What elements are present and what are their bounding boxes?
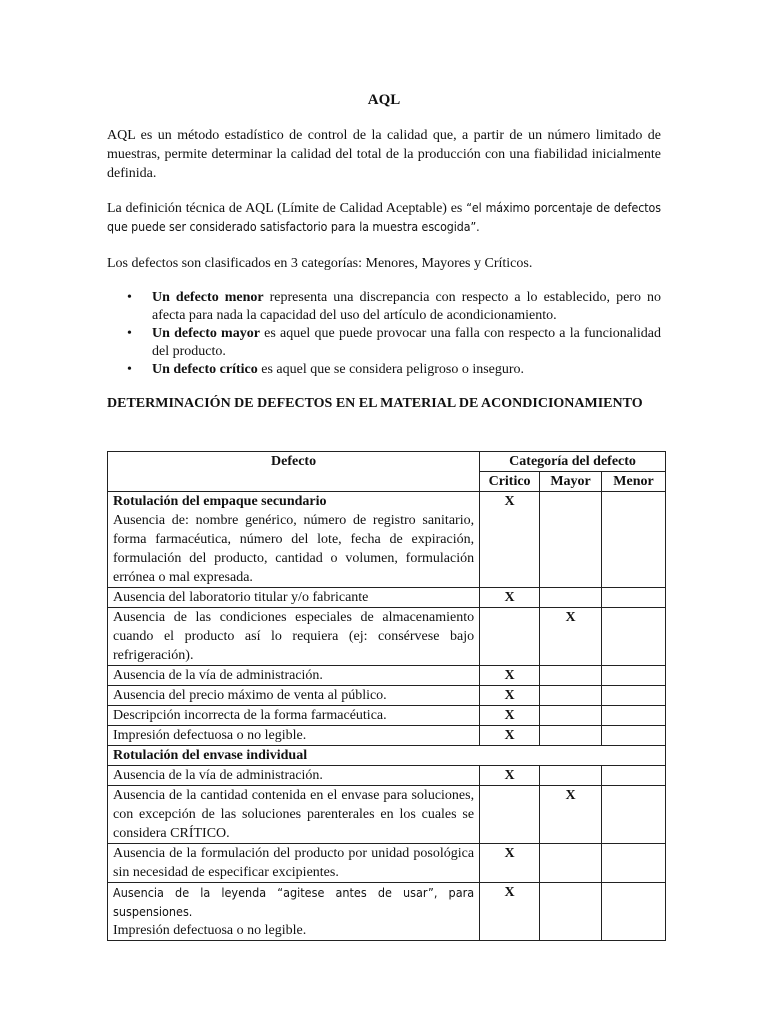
table-row xyxy=(108,666,666,686)
table-row xyxy=(108,726,666,746)
critical-mark: X xyxy=(480,492,540,588)
table-row xyxy=(108,492,666,588)
table-row xyxy=(108,608,666,666)
row-description: Ausencia de la vía de administración. xyxy=(108,666,480,686)
section-title-container: Rotulación del envase individual xyxy=(108,746,666,766)
critical-mark: X xyxy=(480,844,540,883)
table-row xyxy=(108,844,666,883)
row-description: Ausencia de la vía de administración. xyxy=(108,766,480,786)
bullet-icon: • xyxy=(127,326,132,341)
major-cell xyxy=(540,706,602,726)
major-cell xyxy=(540,666,602,686)
header-critical: Critico xyxy=(480,472,540,492)
list-item-text: es aquel que puede provocar una falla con respecto a la funcionalidad del producto. xyxy=(152,326,661,359)
row-description xyxy=(108,492,480,588)
critical-mark: X xyxy=(480,706,540,726)
minor-cell xyxy=(602,706,666,726)
list-item-text: representa una discrepancia con respecto a lo establecido, pero no afecta para nada la capacidad del uso del artículo de acondicionamiento. xyxy=(152,290,661,323)
critical-cell xyxy=(480,786,540,844)
technical-definition-quote: “el máximo porcentaje de defectos que puede ser considerado satisfactorio para la muestra escogida”. xyxy=(107,201,661,234)
table-row xyxy=(108,786,666,844)
page-title: AQL xyxy=(367,92,401,108)
row-description: Ausencia de las condiciones especiales de almacenamiento cuando el producto así lo requiera (ej: consérvese bajo refrigeración). xyxy=(108,608,480,666)
minor-cell xyxy=(602,608,666,666)
list-item-term: Un defecto crítico xyxy=(152,362,258,377)
table-row xyxy=(108,588,666,608)
defects-table xyxy=(107,451,666,941)
critical-mark: X xyxy=(480,883,540,941)
row-description: Descripción incorrecta de la forma farmacéutica. xyxy=(108,706,480,726)
table-row xyxy=(108,686,666,706)
minor-cell xyxy=(602,726,666,746)
minor-cell xyxy=(602,883,666,941)
list-item xyxy=(107,325,661,361)
major-mark: X xyxy=(540,786,602,844)
bullet-icon: • xyxy=(127,290,132,305)
critical-cell xyxy=(480,608,540,666)
row-description xyxy=(108,883,480,941)
major-cell xyxy=(540,883,602,941)
minor-cell xyxy=(602,786,666,844)
section-heading: DETERMINACIÓN DE DEFECTOS EN EL MATERIAL DE ACONDICIONAMIENTO xyxy=(107,396,643,411)
technical-definition-lead: La definición técnica de AQL (Límite de Calidad Aceptable) es xyxy=(107,201,463,216)
minor-cell xyxy=(602,844,666,883)
row-description: Ausencia de la formulación del producto por unidad posológica sin necesidad de especificar excipientes. xyxy=(108,844,480,883)
critical-mark: X xyxy=(480,726,540,746)
row-text: Ausencia de la leyenda “agitese antes de usar”, para suspensiones. xyxy=(113,885,475,919)
major-cell xyxy=(540,844,602,883)
row-text: Ausencia de: nombre genérico, número de registro sanitario, forma farmacéutica, número del lote, fecha de expiración, formulación del producto, cantidad o volumen, formulación errónea o mal expresada. xyxy=(113,513,475,585)
table-row xyxy=(108,766,666,786)
paragraph-technical-definition xyxy=(107,199,661,237)
section-title-packaging: Rotulación del empaque secundario xyxy=(113,494,327,509)
minor-cell xyxy=(602,492,666,588)
minor-cell xyxy=(602,686,666,706)
list-item-term: Un defecto menor xyxy=(152,290,264,305)
major-cell xyxy=(540,588,602,608)
table-header-row xyxy=(108,452,666,472)
row-description: Ausencia del precio máximo de venta al público. xyxy=(108,686,480,706)
list-item-text: es aquel que se considera peligroso o inseguro. xyxy=(257,362,525,377)
major-cell xyxy=(540,766,602,786)
critical-mark: X xyxy=(480,588,540,608)
major-cell xyxy=(540,686,602,706)
minor-cell xyxy=(602,766,666,786)
table-row xyxy=(108,706,666,726)
critical-mark: X xyxy=(480,686,540,706)
header-defect: Defecto xyxy=(108,452,480,492)
header-category: Categoría del defecto xyxy=(480,452,666,472)
major-mark: X xyxy=(540,608,602,666)
bullet-icon: • xyxy=(127,362,132,377)
list-item xyxy=(107,289,661,325)
list-item xyxy=(107,361,661,379)
row-text: Impresión defectuosa o no legible. xyxy=(113,923,307,938)
critical-mark: X xyxy=(480,666,540,686)
table-row xyxy=(108,883,666,941)
paragraph-definition: AQL es un método estadístico de control de la calidad que, a partir de un número limitado de muestras, permite determinar la calidad del total de la producción con una fiabilidad inicialmente definida. xyxy=(107,128,661,181)
header-minor: Menor xyxy=(602,472,666,492)
minor-cell xyxy=(602,588,666,608)
row-description: Ausencia de la cantidad contenida en el envase para soluciones, con excepción de las soluciones parenterales en los cuales se considera CRÍTICO. xyxy=(108,786,480,844)
row-description: Ausencia del laboratorio titular y/o fabricante xyxy=(108,588,480,608)
major-cell xyxy=(540,726,602,746)
header-major: Mayor xyxy=(540,472,602,492)
row-description: Impresión defectuosa o no legible. xyxy=(108,726,480,746)
major-cell xyxy=(540,492,602,588)
critical-mark: X xyxy=(480,766,540,786)
minor-cell xyxy=(602,666,666,686)
section-row xyxy=(108,746,666,766)
defect-type-list xyxy=(107,289,661,379)
paragraph-categories: Los defectos son clasificados en 3 categorías: Menores, Mayores y Críticos. xyxy=(107,256,533,271)
list-item-term: Un defecto mayor xyxy=(152,326,260,341)
